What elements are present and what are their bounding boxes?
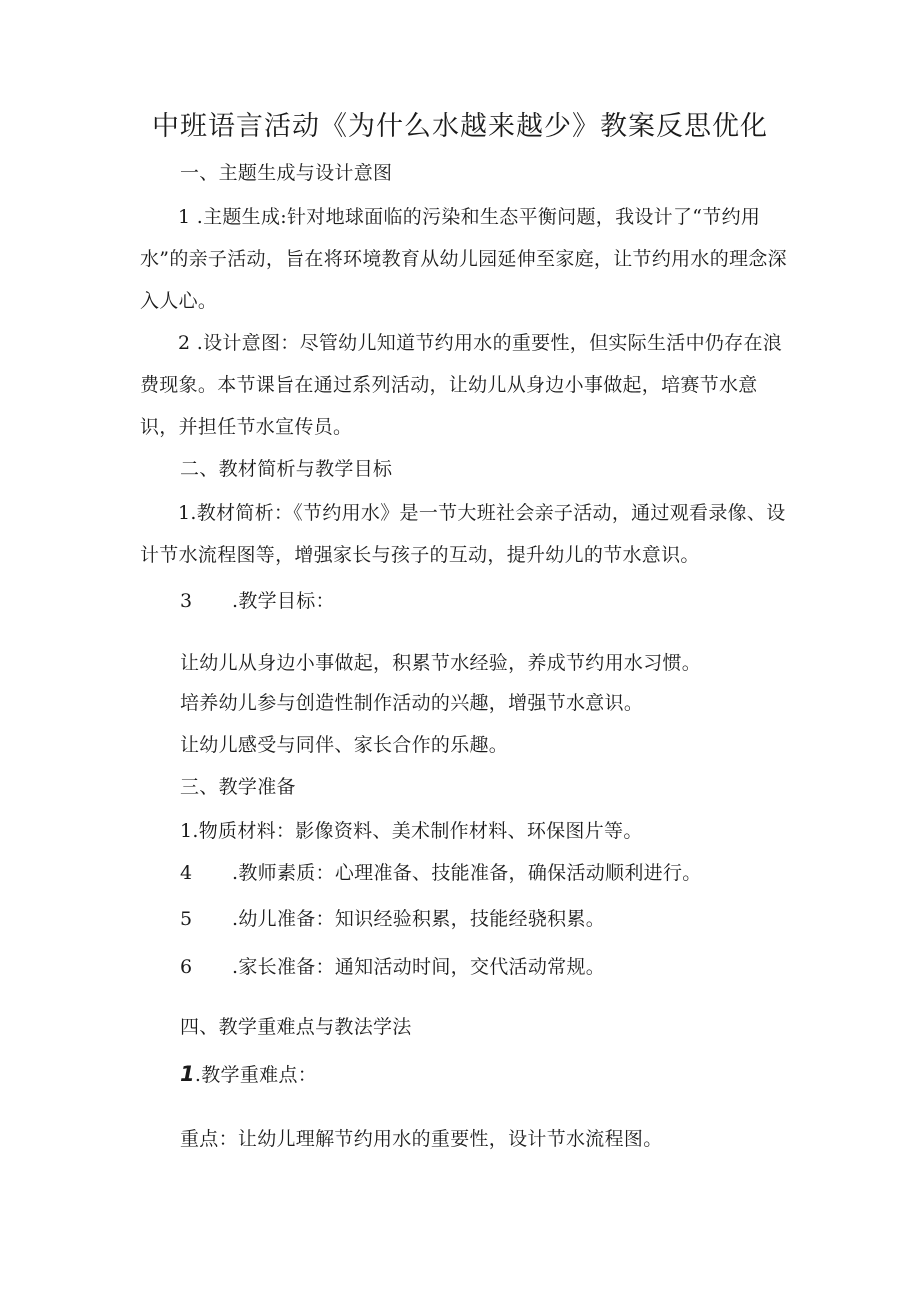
teaching-goals-label: [180, 586, 335, 613]
goal-item: 让幼儿感受与同伴、家长合作的乐趣。: [180, 734, 509, 756]
prep-item: [180, 904, 605, 931]
paragraph-topic-generation: 1 .主题生成:针对地球面临的污染和生态平衡问题，我设计了“节约用水”的亲子活动，旨在将环境教育从幼儿园延伸至家庭，让节约用水的理念深入人心。: [140, 206, 787, 312]
section-heading-2: 二、教材简析与教学目标: [180, 458, 393, 480]
prep-item: [180, 858, 702, 885]
section-heading-1: 一、主题生成与设计意图: [180, 162, 393, 184]
list-number: 6: [180, 956, 193, 978]
list-number: 1: [180, 1062, 195, 1086]
section-heading-4: 四、教学重难点与教法学法: [180, 1016, 412, 1038]
focus-point: 重点：让幼儿理解节约用水的重要性，设计节水流程图。: [180, 1128, 663, 1150]
list-number: 4: [180, 862, 193, 884]
prep-item: [180, 952, 605, 979]
goal-item: 培养幼儿参与创造性制作活动的兴趣，增强节水意识。: [180, 692, 644, 714]
paragraph-design-intent: 2 .设计意图：尽管幼儿知道节约用水的重要性，但实际生活中仍存在浪费现象。本节课旨在通过系列活动，让幼儿从身边小事做起，培赛节水意识，并担任节水宣传员。: [140, 332, 783, 438]
list-text: .家长准备：通知活动时间，交代活动常规。: [232, 956, 606, 978]
key-points-label: [180, 1060, 317, 1087]
prep-item: 1.物质材料：影像资料、美术制作材料、环保图片等。: [180, 820, 643, 842]
list-label: .教学目标：: [232, 590, 335, 612]
list-number: 3: [180, 590, 193, 612]
section-heading-3: 三、教学准备: [180, 776, 296, 798]
list-number: 5: [180, 908, 193, 930]
document-title: 中班语言活动《为什么水越来越少》教案反思优化: [152, 111, 768, 142]
paragraph-material-analysis: 1.教材简析：《节约用水》是一节大班社会亲子活动，通过观看录像、设计节水流程图等，增强家长与孩子的互动，提升幼儿的节水意识。: [140, 502, 786, 566]
list-text: .幼儿准备：知识经验积累，技能经骁积累。: [232, 908, 606, 930]
list-label: .教学重难点：: [194, 1064, 318, 1086]
goal-item: 让幼儿从身边小事做起，积累节水经验，养成节约用水习惯。: [180, 652, 702, 674]
list-text: .教师素质：心理准备、技能准备，确保活动顺利进行。: [232, 862, 702, 884]
